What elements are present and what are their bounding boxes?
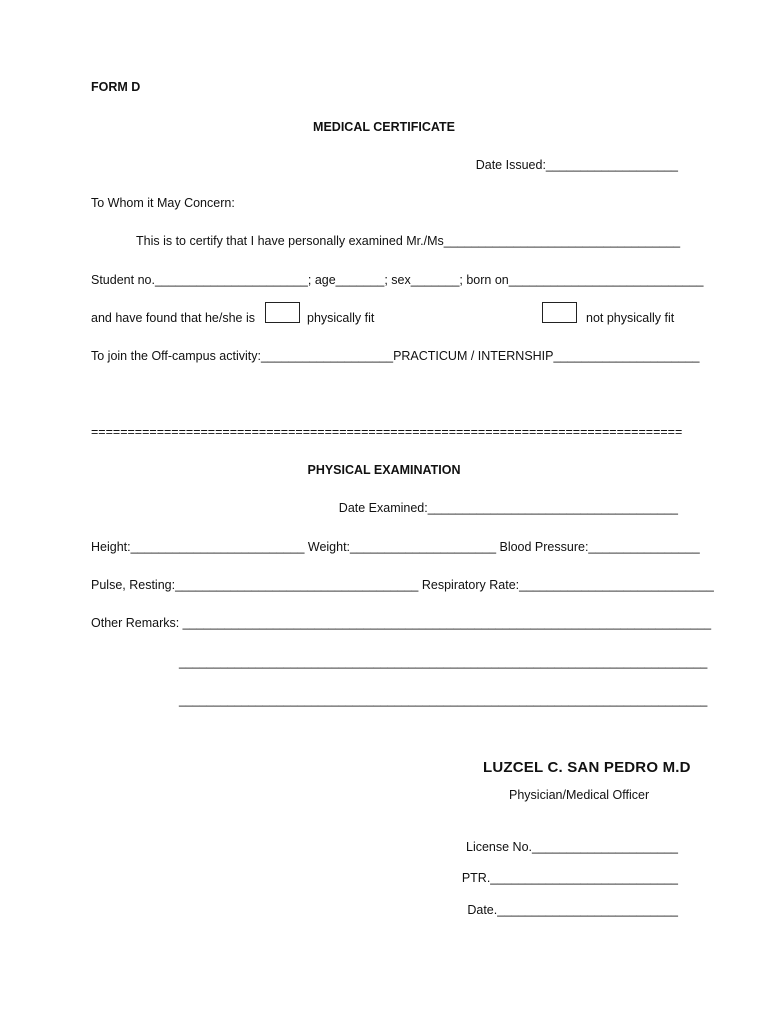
date-issued-field: Date Issued:___________________ — [475, 158, 678, 172]
license-number-field: License No._____________________ — [466, 840, 678, 854]
physician-title: Physician/Medical Officer — [509, 788, 650, 802]
not-physically-fit-label: not physically fit — [586, 311, 675, 325]
ptr-field: PTR.___________________________ — [461, 871, 678, 885]
certificate-title: MEDICAL CERTIFICATE — [313, 120, 455, 134]
remarks-blank-line: ____________________________________________________________________________ — [179, 693, 708, 707]
date-signed-field: Date.__________________________ — [467, 903, 678, 917]
found-statement: and have found that he/she is — [91, 311, 256, 325]
vitals-line-2: Pulse, Resting:___________________________________ Respiratory Rate:____________________________ — [91, 578, 714, 592]
exam-title: PHYSICAL EXAMINATION — [307, 463, 461, 477]
student-info-line: Student no.______________________; age_______; sex_______; born on____________________________ — [91, 273, 704, 287]
date-examined-field: Date Examined:____________________________________ — [338, 501, 678, 515]
physically-fit-label: physically fit — [307, 311, 375, 325]
other-remarks-line: Other Remarks: ____________________________________________________________________________ — [91, 616, 712, 630]
section-separator: ================================================================================= — [91, 425, 683, 439]
physically-fit-checkbox — [265, 302, 300, 323]
form-label: FORM D — [91, 80, 141, 94]
physician-name: LUZCEL C. SAN PEDRO M.D — [483, 759, 691, 776]
offcampus-activity-line: To join the Off-campus activity:___________________PRACTICUM / INTERNSHIP_____________________ — [91, 349, 700, 363]
certify-statement: This is to certify that I have personally examined Mr./Ms__________________________________ — [136, 234, 681, 248]
vitals-line-1: Height:_________________________ Weight:_____________________ Blood Pressure:________________ — [91, 540, 700, 554]
remarks-blank-line: ____________________________________________________________________________ — [179, 655, 708, 669]
salutation: To Whom it May Concern: — [91, 196, 235, 210]
not-physically-fit-checkbox — [542, 302, 577, 323]
